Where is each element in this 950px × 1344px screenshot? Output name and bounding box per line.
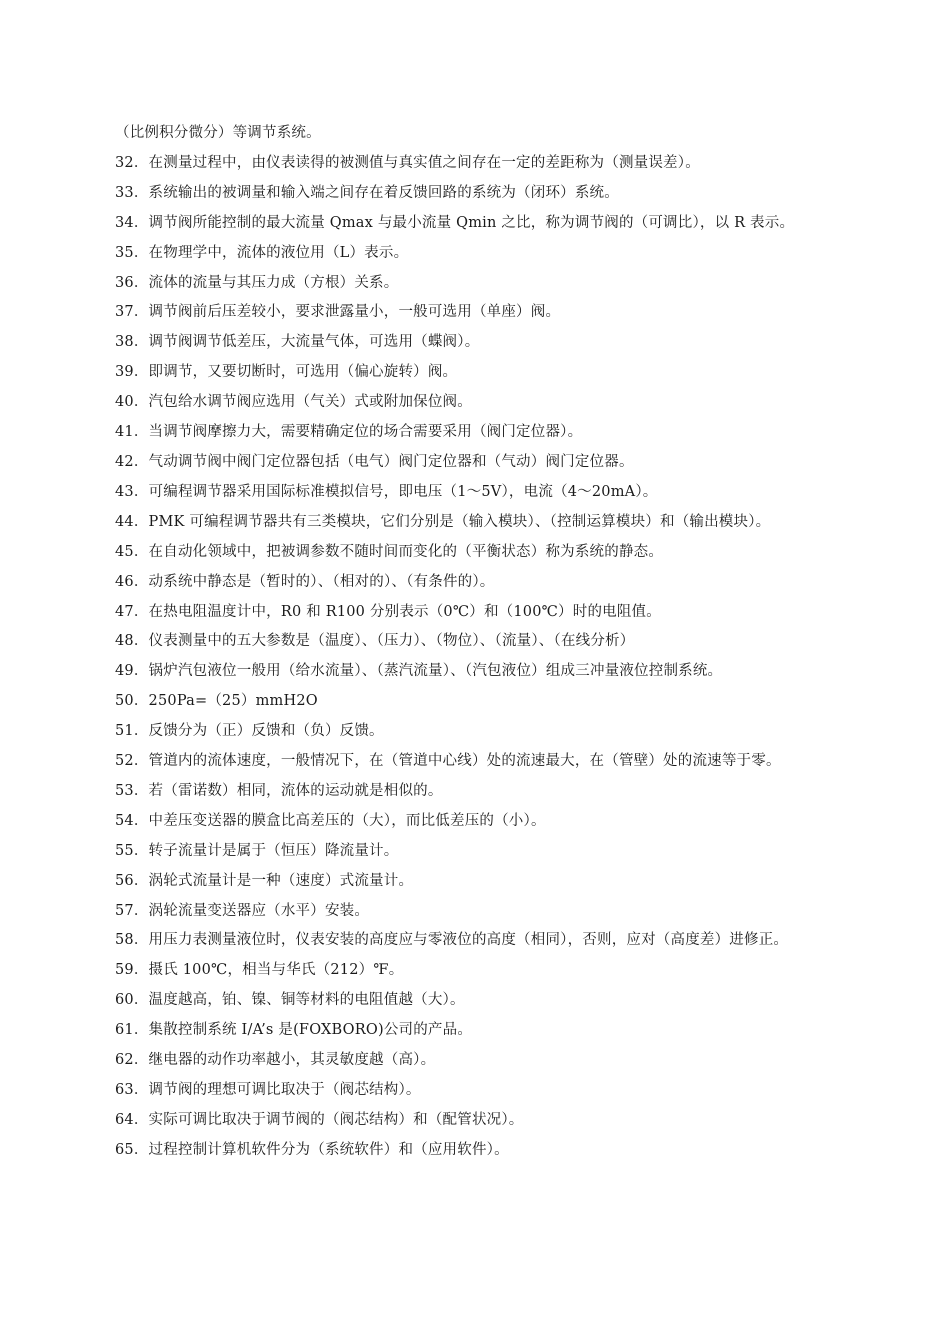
- question-43: 43．可编程调节器采用国际标准模拟信号，即电压（1～5V），电流（4～20mA）。: [115, 483, 658, 500]
- question-45: 45．在自动化领域中，把被调参数不随时间而变化的（平衡状态）称为系统的静态。: [115, 543, 664, 560]
- question-46: 46．动系统中静态是（暂时的）、（相对的）、（有条件的）。: [115, 573, 495, 590]
- question-52: 52．管道内的流体速度，一般情况下，在（管道中心线）处的流速最大，在（管壁）处的流速等于零。: [115, 753, 781, 770]
- text-line: （比例积分微分）等调节系统。: [115, 125, 321, 141]
- question-56: 56．涡轮式流量计是一种（速度）式流量计。: [115, 872, 414, 889]
- question-37: 37．调节阀前后压差较小，要求泄露量小，一般可选用（单座）阀。: [115, 304, 561, 321]
- question-58: 58．用压力表测量液位时，仪表安装的高度应与零液位的高度（相同），否则，应对（高度差）进修正。: [115, 932, 789, 949]
- question-list: [115, 119, 840, 1166]
- question-55: 55．转子流量计是属于（恒压）降流量计。: [115, 842, 399, 859]
- question-39: 39．即调节，又要切断时，可选用（偏心旋转）阀。: [115, 364, 458, 381]
- question-34: 34．调节阀所能控制的最大流量 Qmax 与最小流量 Qmin 之比，称为调节阀的（可调比），以 R 表示。: [115, 214, 795, 231]
- question-50: 50．250Pa=（25）mmH2O: [115, 693, 318, 710]
- question-33: 33．系统输出的被调量和输入端之间存在着反馈回路的系统为（闭环）系统。: [115, 184, 619, 201]
- question-44: 44．PMK 可编程调节器共有三类模块，它们分别是（输入模块）、（控制运算模块）和（输出模块）。: [115, 513, 771, 530]
- question-60: 60．温度越高，铂、镍、铜等材料的电阻值越（大）。: [115, 992, 465, 1009]
- question-57: 57．涡轮流量变送器应（水平）安装。: [115, 902, 370, 919]
- question-54: 54．中差压变送器的膜盒比高差压的（大），而比低差压的（小）。: [115, 812, 546, 829]
- question-38: 38．调节阀调节低差压，大流量气体，可选用（蝶阀）。: [115, 334, 480, 351]
- question-40: 40．汽包给水调节阀应选用（气关）式或附加保位阀。: [115, 394, 472, 411]
- question-41: 41．当调节阀摩擦力大，需要精确定位的场合需要采用（阀门定位器）。: [115, 424, 583, 441]
- question-63: 63．调节阀的理想可调比取决于（阀芯结构）。: [115, 1082, 421, 1098]
- question-35: 35．在物理学中，流体的液位用（L）表示。: [115, 244, 409, 261]
- question-62: 62．继电器的动作功率越小，其灵敏度越（高）。: [115, 1052, 436, 1069]
- question-64: 64．实际可调比取决于调节阀的（阀芯结构）和（配管状况）。: [115, 1111, 524, 1128]
- question-36: 36．流体的流量与其压力成（方根）关系。: [115, 274, 399, 291]
- question-65: 65．过程控制计算机软件分为（系统软件）和（应用软件）。: [115, 1141, 509, 1158]
- question-49: 49．锅炉汽包液位一般用（给水流量）、（蒸汽流量）、（汽包液位）组成三冲量液位控制系统。: [115, 663, 723, 680]
- question-47: 47．在热电阻温度计中，R0 和 R100 分别表示（0℃）和（100℃）时的电阻值。: [115, 603, 661, 620]
- question-48: 48．仪表测量中的五大参数是（温度）、（压力）、（物位）、（流量）、（在线分析）: [115, 633, 635, 650]
- question-59: 59．摄氏 100℃，相当与华氏（212）℉。: [115, 962, 404, 979]
- question-51: 51．反馈分为（正）反馈和（负）反馈。: [115, 723, 384, 740]
- question-32: 32．在测量过程中，由仪表读得的被测值与真实值之间存在一定的差距称为（测量误差）。: [115, 154, 700, 171]
- question-42: 42．气动调节阀中阀门定位器包括（电气）阀门定位器和（气动）阀门定位器。: [115, 453, 634, 470]
- question-53: 53．若（雷诺数）相同，流体的运动就是相似的。: [115, 782, 443, 799]
- question-61: 61．集散控制系统 I/A’s 是(FOXBORO)公司的产品。: [115, 1022, 473, 1039]
